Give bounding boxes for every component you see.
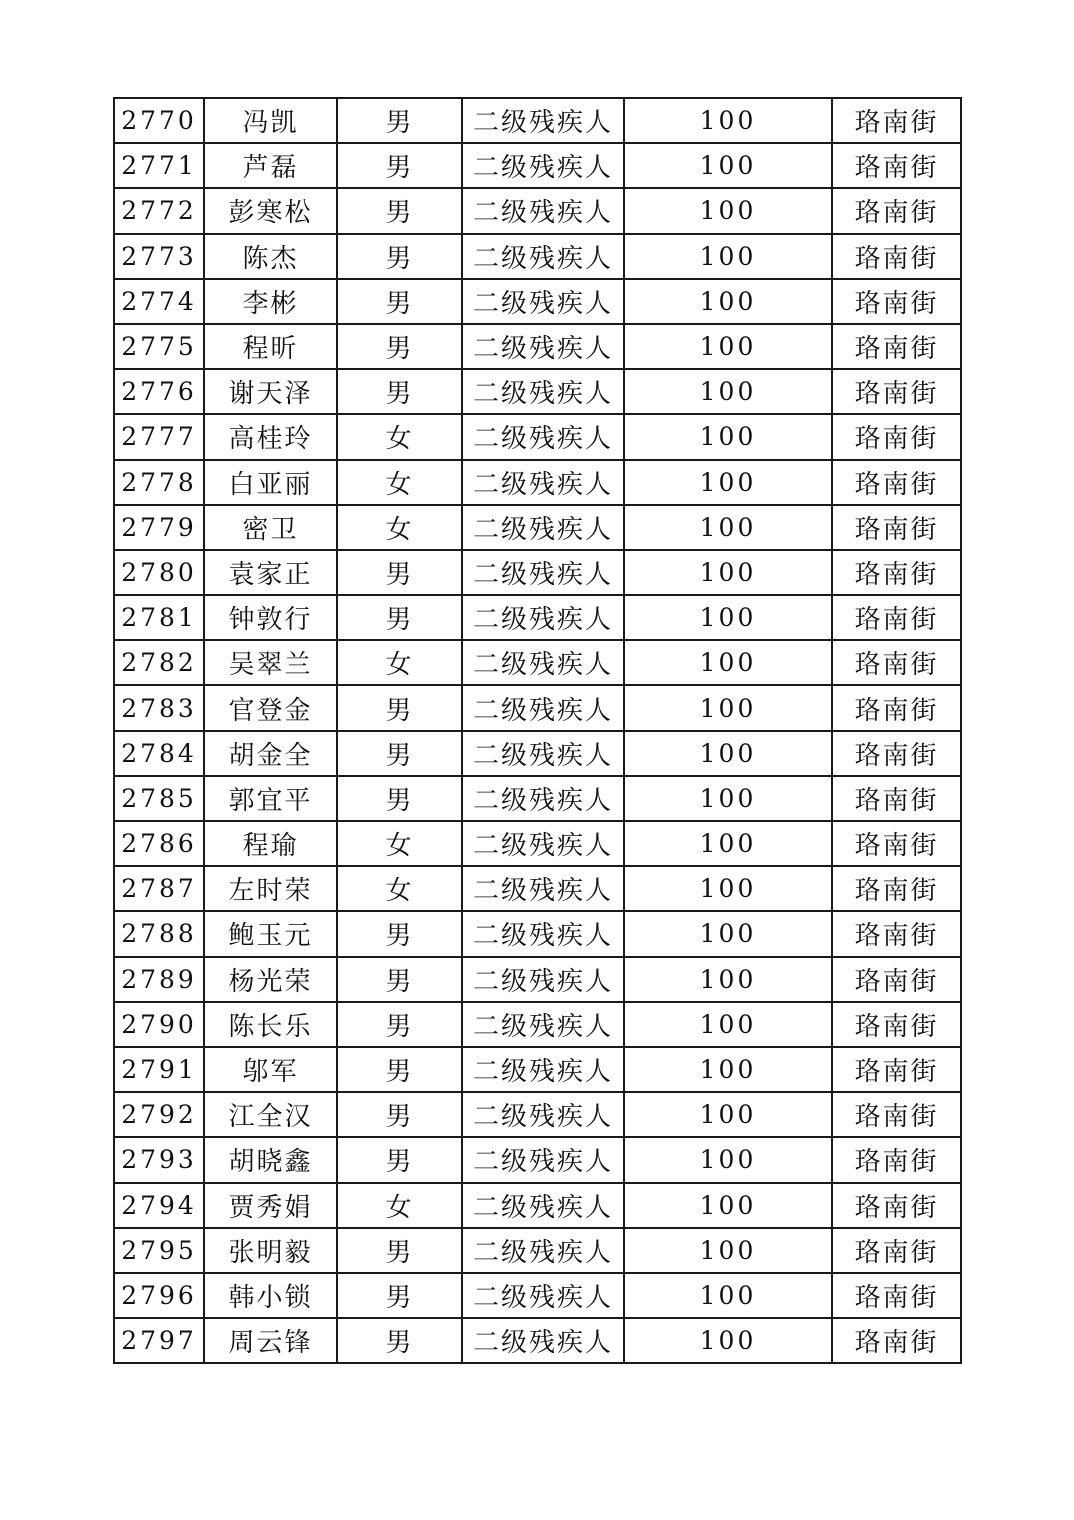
- cell-category: 二级残疾人: [462, 234, 624, 279]
- cell-amount: 100: [624, 911, 832, 956]
- cell-amount: 100: [624, 1318, 832, 1363]
- cell-category: 二级残疾人: [462, 1047, 624, 1092]
- cell-name: 张明毅: [204, 1228, 337, 1273]
- cell-id: 2785: [114, 776, 204, 821]
- cell-id: 2778: [114, 460, 204, 505]
- cell-street: 珞南街: [832, 1183, 961, 1228]
- cell-name: 芦磊: [204, 143, 337, 188]
- cell-category: 二级残疾人: [462, 911, 624, 956]
- cell-id: 2779: [114, 505, 204, 550]
- table-row: [114, 369, 961, 414]
- cell-id: 2772: [114, 188, 204, 233]
- table-row: [114, 1228, 961, 1273]
- cell-name: 郭宜平: [204, 776, 337, 821]
- cell-amount: 100: [624, 685, 832, 730]
- cell-category: 二级残疾人: [462, 1228, 624, 1273]
- cell-category: 二级残疾人: [462, 731, 624, 776]
- cell-id: 2792: [114, 1092, 204, 1137]
- cell-category: 二级残疾人: [462, 595, 624, 640]
- cell-category: 二级残疾人: [462, 505, 624, 550]
- cell-gender: 男: [337, 1137, 462, 1182]
- table-row: [114, 414, 961, 459]
- cell-name: 陈杰: [204, 234, 337, 279]
- cell-id: 2790: [114, 1002, 204, 1047]
- cell-category: 二级残疾人: [462, 188, 624, 233]
- cell-name: 彭寒松: [204, 188, 337, 233]
- cell-amount: 100: [624, 640, 832, 685]
- cell-street: 珞南街: [832, 1002, 961, 1047]
- cell-name: 谢天泽: [204, 369, 337, 414]
- cell-id: 2776: [114, 369, 204, 414]
- cell-id: 2774: [114, 279, 204, 324]
- cell-street: 珞南街: [832, 1047, 961, 1092]
- cell-street: 珞南街: [832, 505, 961, 550]
- cell-amount: 100: [624, 369, 832, 414]
- table-row: [114, 188, 961, 233]
- table-row: [114, 821, 961, 866]
- cell-id: 2787: [114, 866, 204, 911]
- cell-amount: 100: [624, 98, 832, 143]
- cell-category: 二级残疾人: [462, 1318, 624, 1363]
- table-row: [114, 550, 961, 595]
- cell-name: 韩小锁: [204, 1273, 337, 1318]
- cell-street: 珞南街: [832, 414, 961, 459]
- cell-gender: 女: [337, 1183, 462, 1228]
- cell-street: 珞南街: [832, 1137, 961, 1182]
- cell-gender: 男: [337, 1002, 462, 1047]
- cell-id: 2780: [114, 550, 204, 595]
- cell-amount: 100: [624, 460, 832, 505]
- cell-gender: 男: [337, 1273, 462, 1318]
- cell-category: 二级残疾人: [462, 1002, 624, 1047]
- cell-gender: 男: [337, 188, 462, 233]
- cell-id: 2793: [114, 1137, 204, 1182]
- cell-gender: 男: [337, 369, 462, 414]
- cell-gender: 男: [337, 911, 462, 956]
- cell-gender: 男: [337, 324, 462, 369]
- cell-street: 珞南街: [832, 640, 961, 685]
- cell-amount: 100: [624, 776, 832, 821]
- cell-name: 袁家正: [204, 550, 337, 595]
- table-row: [114, 1092, 961, 1137]
- cell-street: 珞南街: [832, 460, 961, 505]
- cell-gender: 男: [337, 143, 462, 188]
- cell-id: 2777: [114, 414, 204, 459]
- cell-gender: 男: [337, 731, 462, 776]
- cell-id: 2775: [114, 324, 204, 369]
- cell-amount: 100: [624, 957, 832, 1002]
- cell-id: 2794: [114, 1183, 204, 1228]
- cell-amount: 100: [624, 188, 832, 233]
- cell-street: 珞南街: [832, 1092, 961, 1137]
- table-row: [114, 685, 961, 730]
- cell-name: 左时荣: [204, 866, 337, 911]
- table-row: [114, 505, 961, 550]
- cell-name: 程瑜: [204, 821, 337, 866]
- cell-name: 江全汉: [204, 1092, 337, 1137]
- cell-amount: 100: [624, 143, 832, 188]
- cell-id: 2783: [114, 685, 204, 730]
- cell-id: 2784: [114, 731, 204, 776]
- cell-name: 邬军: [204, 1047, 337, 1092]
- cell-gender: 女: [337, 866, 462, 911]
- cell-amount: 100: [624, 324, 832, 369]
- table-row: [114, 595, 961, 640]
- cell-street: 珞南街: [832, 98, 961, 143]
- cell-id: 2789: [114, 957, 204, 1002]
- cell-name: 高桂玲: [204, 414, 337, 459]
- cell-name: 白亚丽: [204, 460, 337, 505]
- table-row: [114, 866, 961, 911]
- roster-body: [114, 98, 961, 1363]
- cell-id: 2781: [114, 595, 204, 640]
- cell-name: 胡金全: [204, 731, 337, 776]
- cell-id: 2786: [114, 821, 204, 866]
- cell-amount: 100: [624, 1273, 832, 1318]
- cell-name: 冯凯: [204, 98, 337, 143]
- cell-category: 二级残疾人: [462, 143, 624, 188]
- cell-street: 珞南街: [832, 1228, 961, 1273]
- cell-category: 二级残疾人: [462, 550, 624, 595]
- cell-street: 珞南街: [832, 1318, 961, 1363]
- cell-gender: 男: [337, 279, 462, 324]
- table-row: [114, 1137, 961, 1182]
- cell-name: 杨光荣: [204, 957, 337, 1002]
- cell-amount: 100: [624, 279, 832, 324]
- cell-id: 2782: [114, 640, 204, 685]
- cell-name: 胡晓鑫: [204, 1137, 337, 1182]
- cell-street: 珞南街: [832, 776, 961, 821]
- cell-street: 珞南街: [832, 866, 961, 911]
- cell-category: 二级残疾人: [462, 98, 624, 143]
- cell-gender: 男: [337, 1228, 462, 1273]
- table-row: [114, 1318, 961, 1363]
- cell-street: 珞南街: [832, 595, 961, 640]
- cell-name: 程昕: [204, 324, 337, 369]
- cell-category: 二级残疾人: [462, 460, 624, 505]
- cell-amount: 100: [624, 1228, 832, 1273]
- table-row: [114, 279, 961, 324]
- cell-gender: 女: [337, 505, 462, 550]
- cell-amount: 100: [624, 866, 832, 911]
- cell-gender: 男: [337, 595, 462, 640]
- cell-gender: 男: [337, 550, 462, 595]
- table-row: [114, 143, 961, 188]
- cell-street: 珞南街: [832, 957, 961, 1002]
- cell-category: 二级残疾人: [462, 1183, 624, 1228]
- cell-id: 2797: [114, 1318, 204, 1363]
- cell-amount: 100: [624, 1047, 832, 1092]
- cell-gender: 男: [337, 1318, 462, 1363]
- table-row: [114, 1002, 961, 1047]
- cell-category: 二级残疾人: [462, 369, 624, 414]
- cell-street: 珞南街: [832, 143, 961, 188]
- cell-name: 周云锋: [204, 1318, 337, 1363]
- cell-gender: 男: [337, 1092, 462, 1137]
- cell-amount: 100: [624, 1092, 832, 1137]
- cell-id: 2796: [114, 1273, 204, 1318]
- cell-street: 珞南街: [832, 685, 961, 730]
- cell-street: 珞南街: [832, 324, 961, 369]
- cell-gender: 女: [337, 414, 462, 459]
- cell-amount: 100: [624, 595, 832, 640]
- cell-amount: 100: [624, 234, 832, 279]
- cell-amount: 100: [624, 821, 832, 866]
- cell-amount: 100: [624, 1002, 832, 1047]
- cell-street: 珞南街: [832, 821, 961, 866]
- cell-category: 二级残疾人: [462, 957, 624, 1002]
- cell-gender: 男: [337, 776, 462, 821]
- cell-gender: 女: [337, 460, 462, 505]
- cell-id: 2773: [114, 234, 204, 279]
- cell-id: 2770: [114, 98, 204, 143]
- table-row: [114, 324, 961, 369]
- cell-name: 李彬: [204, 279, 337, 324]
- table-row: [114, 911, 961, 956]
- cell-category: 二级残疾人: [462, 414, 624, 459]
- cell-name: 吴翠兰: [204, 640, 337, 685]
- cell-street: 珞南街: [832, 731, 961, 776]
- cell-gender: 男: [337, 957, 462, 1002]
- cell-gender: 男: [337, 685, 462, 730]
- cell-category: 二级残疾人: [462, 324, 624, 369]
- cell-category: 二级残疾人: [462, 685, 624, 730]
- cell-category: 二级残疾人: [462, 866, 624, 911]
- cell-name: 官登金: [204, 685, 337, 730]
- table-row: [114, 1047, 961, 1092]
- cell-id: 2791: [114, 1047, 204, 1092]
- table-row: [114, 776, 961, 821]
- cell-name: 密卫: [204, 505, 337, 550]
- cell-name: 鲍玉元: [204, 911, 337, 956]
- cell-category: 二级残疾人: [462, 776, 624, 821]
- cell-street: 珞南街: [832, 369, 961, 414]
- cell-street: 珞南街: [832, 1273, 961, 1318]
- table-row: [114, 1183, 961, 1228]
- cell-gender: 女: [337, 640, 462, 685]
- cell-name: 贾秀娟: [204, 1183, 337, 1228]
- cell-name: 钟敦行: [204, 595, 337, 640]
- cell-amount: 100: [624, 731, 832, 776]
- cell-amount: 100: [624, 1137, 832, 1182]
- cell-street: 珞南街: [832, 234, 961, 279]
- table-row: [114, 98, 961, 143]
- table-row: [114, 731, 961, 776]
- cell-gender: 男: [337, 1047, 462, 1092]
- roster-table: [113, 97, 962, 1364]
- cell-id: 2771: [114, 143, 204, 188]
- cell-street: 珞南街: [832, 279, 961, 324]
- cell-street: 珞南街: [832, 911, 961, 956]
- cell-id: 2788: [114, 911, 204, 956]
- table-row: [114, 957, 961, 1002]
- cell-category: 二级残疾人: [462, 821, 624, 866]
- table-row: [114, 234, 961, 279]
- cell-gender: 男: [337, 98, 462, 143]
- table-row: [114, 460, 961, 505]
- cell-gender: 女: [337, 821, 462, 866]
- table-row: [114, 1273, 961, 1318]
- cell-amount: 100: [624, 505, 832, 550]
- cell-gender: 男: [337, 234, 462, 279]
- cell-amount: 100: [624, 414, 832, 459]
- cell-id: 2795: [114, 1228, 204, 1273]
- cell-amount: 100: [624, 550, 832, 595]
- cell-street: 珞南街: [832, 188, 961, 233]
- cell-category: 二级残疾人: [462, 1273, 624, 1318]
- cell-category: 二级残疾人: [462, 1137, 624, 1182]
- cell-name: 陈长乐: [204, 1002, 337, 1047]
- cell-category: 二级残疾人: [462, 279, 624, 324]
- cell-amount: 100: [624, 1183, 832, 1228]
- cell-category: 二级残疾人: [462, 1092, 624, 1137]
- cell-street: 珞南街: [832, 550, 961, 595]
- cell-category: 二级残疾人: [462, 640, 624, 685]
- table-row: [114, 640, 961, 685]
